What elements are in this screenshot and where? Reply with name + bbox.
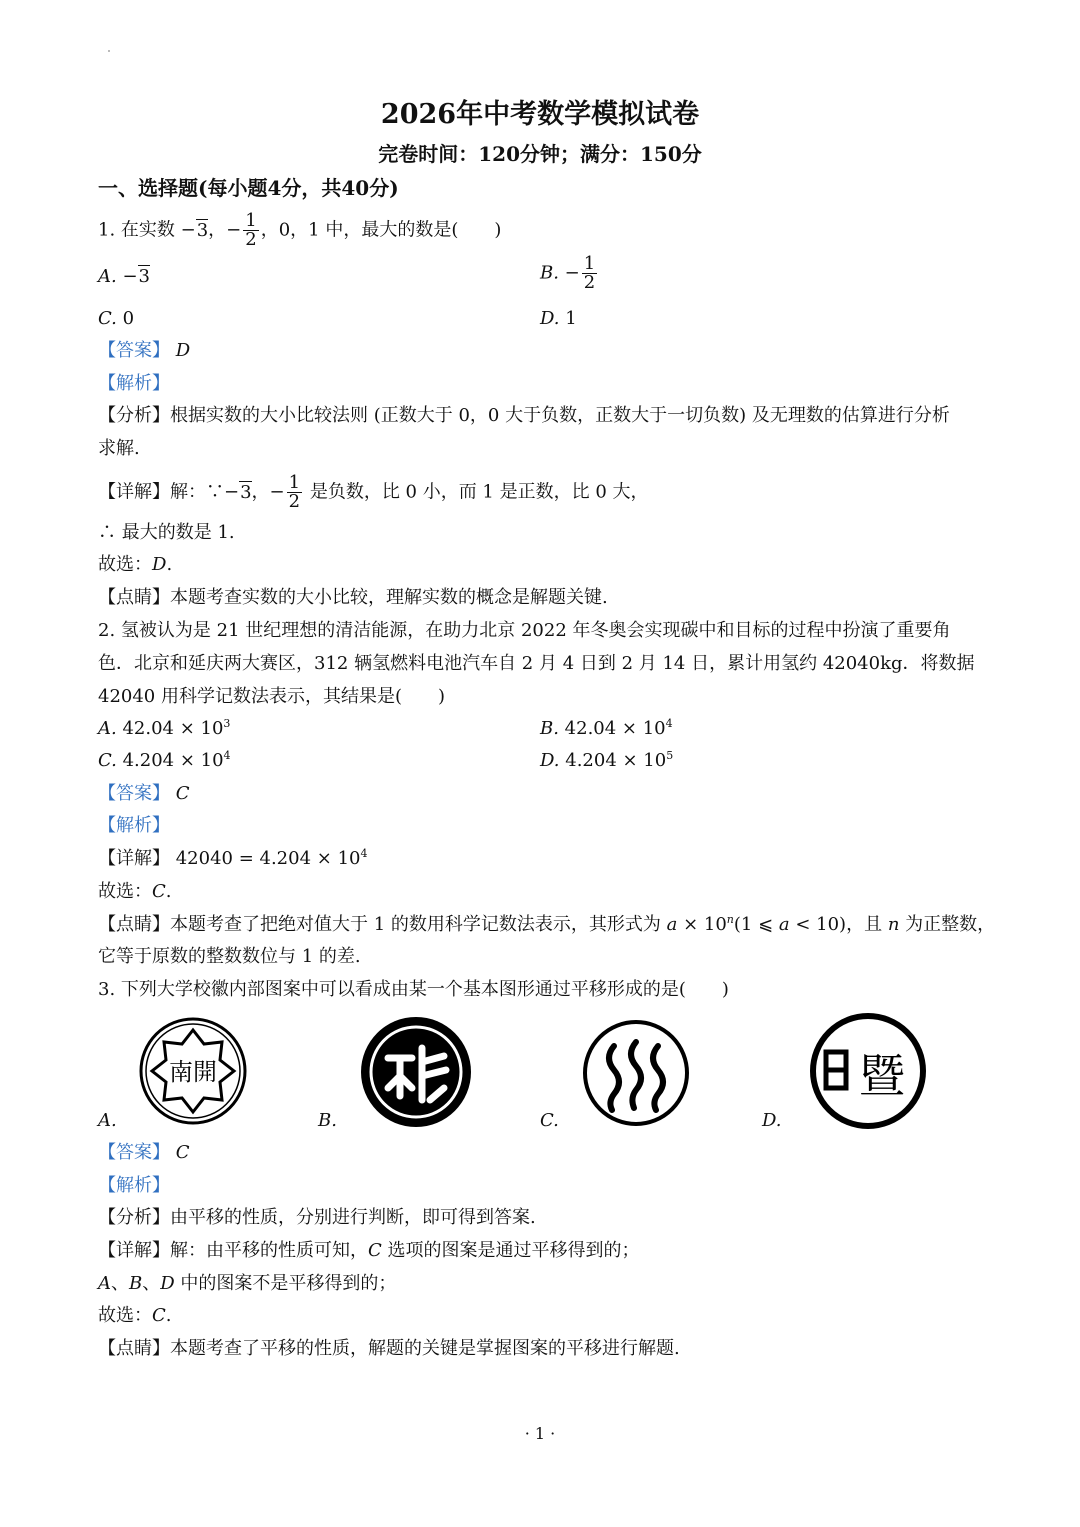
fraction: $\frac{1}{2}$ [245,210,257,250]
q3-fenxi: 【分析】由平移的性质，分别进行判断，即可得到答案. [98,1207,536,1228]
university-seal-c [582,1018,690,1128]
q1-stem: 1. 在实数 −3，− $\frac{1}{2}$ ，0，1 中，最大的数是( ) [98,210,502,250]
q3-option-a: A. [98,1110,117,1131]
q3-analysis-tag: 【解析】 [98,1175,170,1196]
q3-option-b: B. [318,1110,337,1131]
q3-xiangjie-2: A、B、D 中的图案不是平移得到的； [98,1273,397,1294]
seal-b-text: 北大 [415,1124,417,1125]
q3-xiangjie: 【详解】解：由平移的性质可知，C 选项的图案是通过平移得到的； [98,1240,640,1261]
q2-xiangjie: 【详解】 $42040 = 4.204 \times 10^4$ [98,847,368,869]
q1-option-b: B. − $\frac{1}{2}$ [540,253,596,293]
q1-option-c: C. 0 [98,308,135,329]
q2-stem-3: 42040 用科学记数法表示，其结果是( ) [98,686,446,707]
q2-option-b: B. $42.04 \times 10^4$ [540,717,673,739]
q2-choice: 故选：C. [98,881,172,902]
q3-answer: 【答案】 C [98,1142,190,1163]
q1-analysis-tag: 【解析】 [98,373,170,394]
q2-dianjing-1: 【点睛】本题考查了把绝对值大于 1 的数用科学记数法表示，其形式为 $a \times 10^n(1$ ⩽ a < 10)，且 n 为正整数， [98,913,996,935]
q2-stem-2: 色．北京和延庆两大赛区，312 辆氢燃料电池汽车自 2 月 4 日到 2 月 14 日，累计用氢约 42040kg．将数据 [98,653,975,674]
q2-option-d: D. $4.204 \times 10^5$ [540,749,674,771]
q2-analysis-tag: 【解析】 [98,815,170,836]
q1-xiangjie: 【详解】解：∵−3，− $\frac{1}{2}$ 是负数，比 0 小，而 1 是正数，比 0 大， [98,472,649,512]
q1-dianjing: 【点睛】本题考查实数的大小比较，理解实数的概念是解题关键. [98,587,608,608]
q2-answer: 【答案】 C [98,783,190,804]
q2-stem-1: 2. 氢被认为是 21 世纪理想的清洁能源，在助力北京 2022 年冬奥会实现碳中和目标的过程中扮演了重要角 [98,620,951,641]
section-heading: 一、选择题(每小题4分，共40分) [98,176,399,200]
q1-option-a: A. −3 [98,266,150,287]
fraction: $\frac{1}{2}$ [288,472,301,512]
q2-dianjing-2: 它等于原数的整数数位与 1 的差. [98,946,361,967]
seal-a-text: 南開 [169,1058,217,1086]
q1-option-d: D. 1 [540,308,577,329]
seal-d-text: 暨 [859,1049,905,1103]
q1-fenxi-cont: 求解. [98,438,140,459]
university-seal-a [138,1016,248,1126]
q3-option-c: C. [540,1110,559,1131]
q3-stem: 3. 下列大学校徽内部图案中可以看成由某一个基本图形通过平移形成的是( ) [98,979,729,1000]
q3-dianjing: 【点睛】本题考查了平移的性质，解题的关键是掌握图案的平移进行解题. [98,1338,680,1359]
q1-fenxi: 【分析】根据实数的大小比较法则 (正数大于 0，0 大于负数，正数大于一切负数) 及无理数的估算进行分析 [98,405,950,426]
scan-speck [108,50,110,52]
q2-option-c: C. $4.204 \times 10^4$ [98,749,231,771]
university-seal-d [808,1012,928,1130]
q3-choice: 故选：C. [98,1305,172,1326]
q2-option-a: A. $42.04 \times 10^3$ [98,717,231,739]
q3-option-d: D. [762,1110,782,1131]
q1-conclusion: ∴ 最大的数是 1. [98,522,235,543]
q1-answer: 【答案】 D [98,340,191,361]
q1-choice: 故选：D. [98,554,173,575]
page-title: 2026年中考数学模拟试卷 [380,99,700,130]
exam-info: 完卷时间：120分钟；满分：150分 [378,142,702,166]
fraction: $\frac{1}{2}$ [583,253,596,293]
university-seal-b [360,1016,472,1128]
page-number: · 1 · [524,1424,556,1443]
